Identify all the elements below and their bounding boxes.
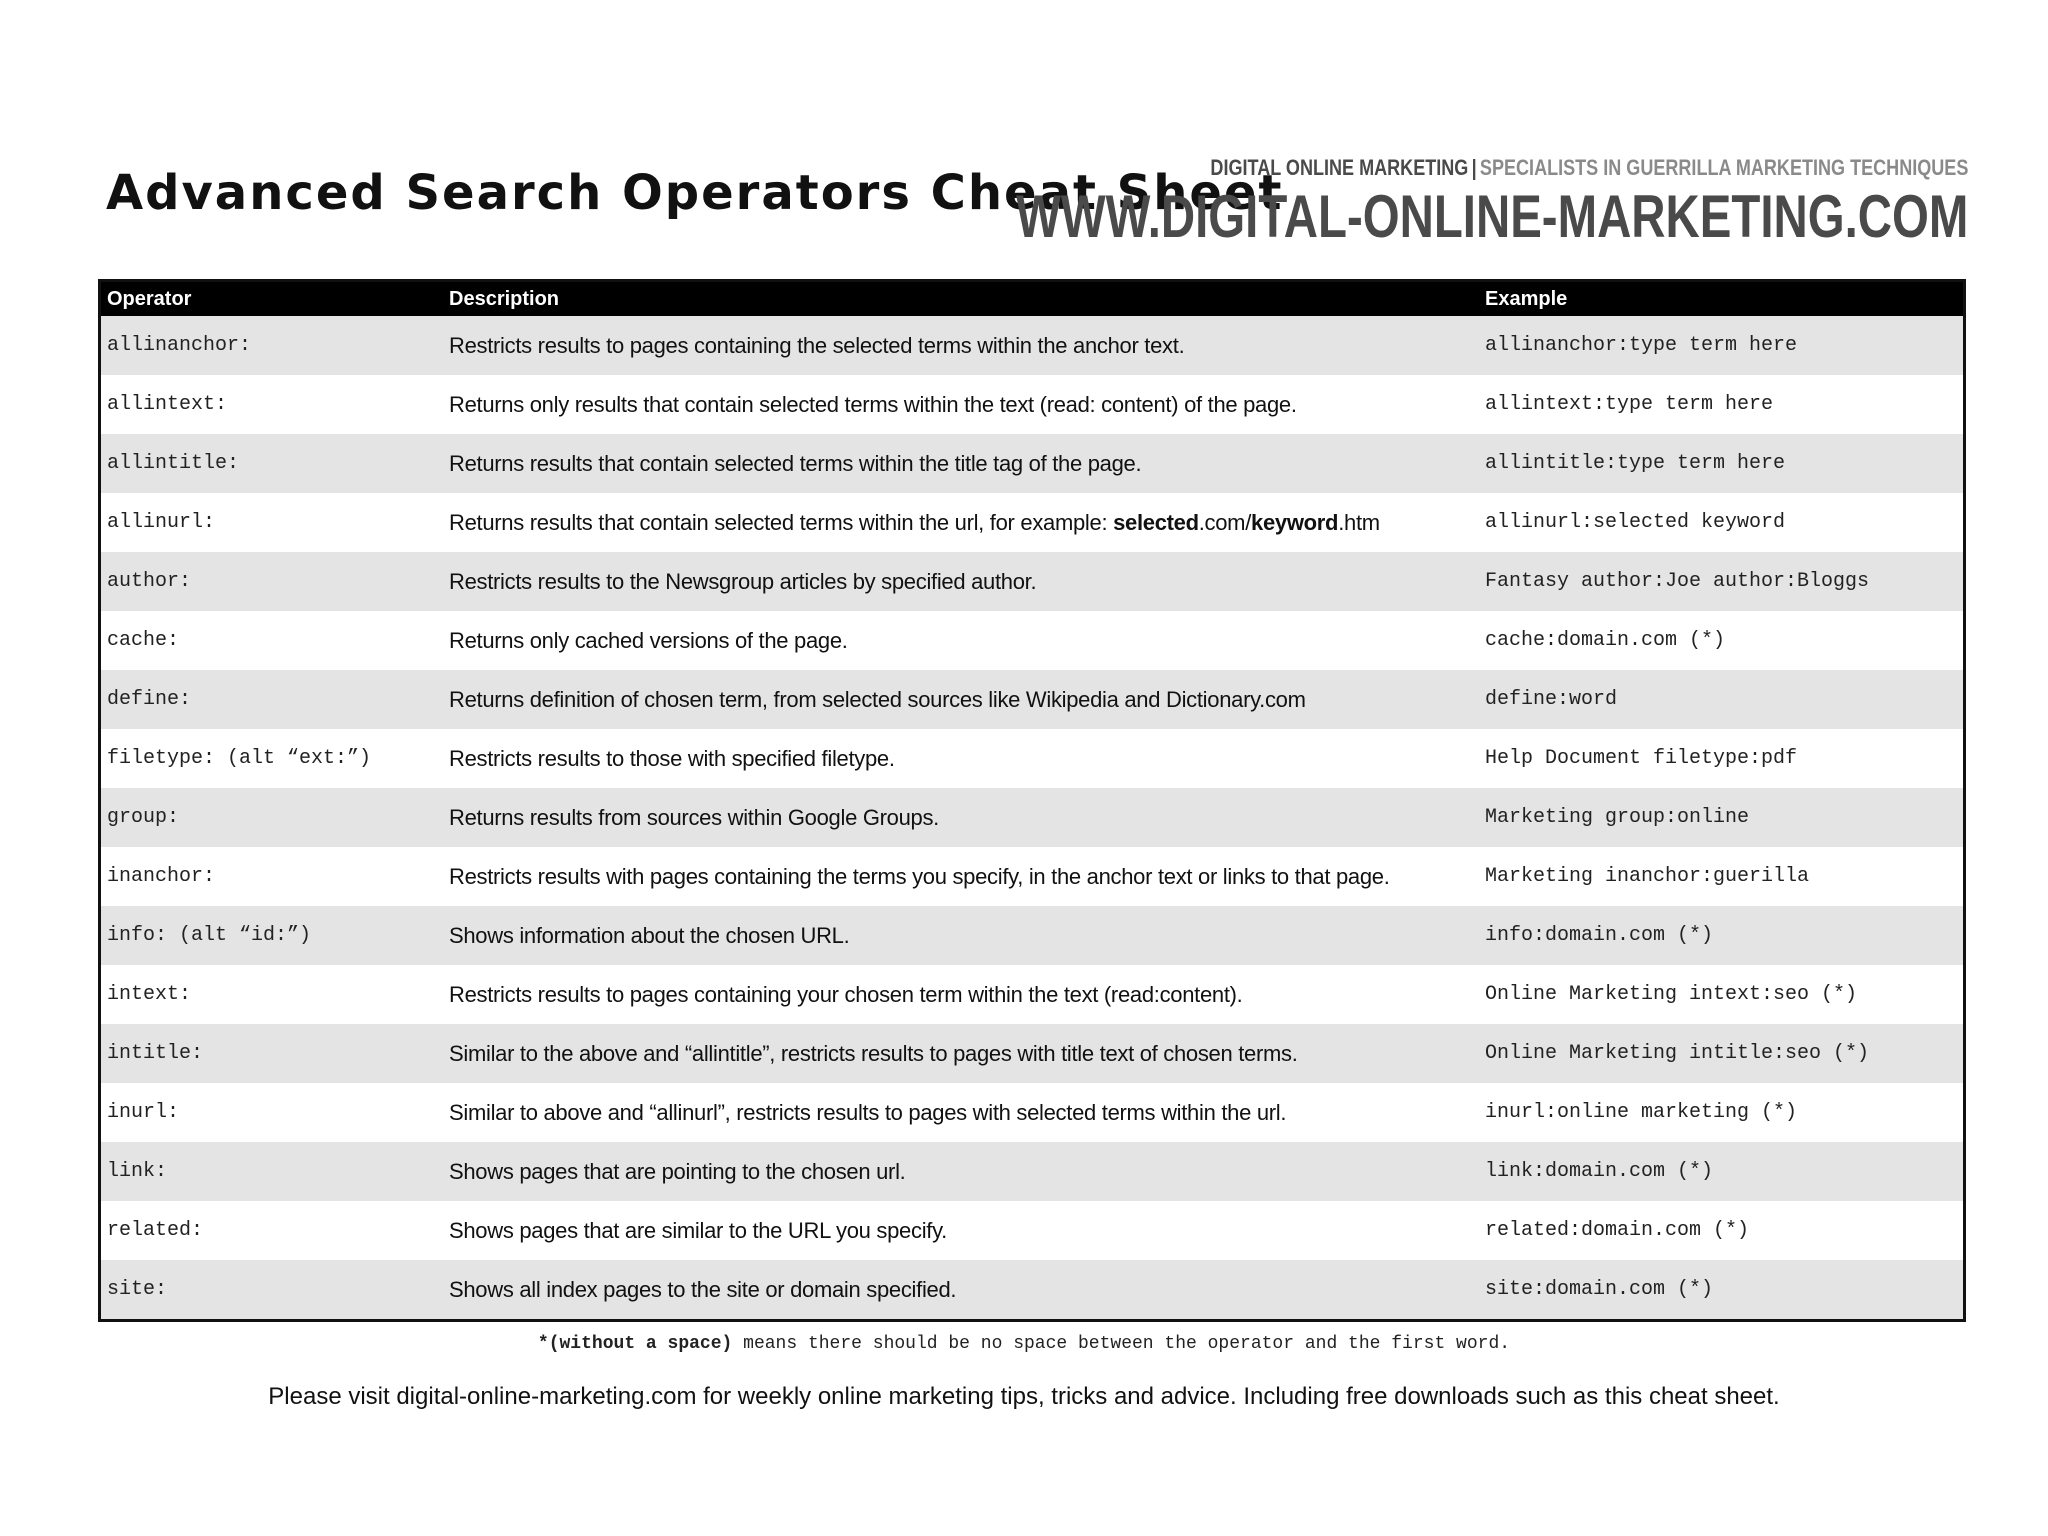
description-fragment-b2: keyword [1251, 509, 1339, 535]
operator-cell: filetype: (alt “ext:”) [101, 729, 443, 788]
operator-cell: inurl: [101, 1083, 443, 1142]
description-cell: Returns results that contain selected terms within the title tag of the page. [443, 434, 1479, 493]
header-example: Example [1479, 282, 1963, 316]
description-cell: Restricts results to pages containing the selected terms within the anchor text. [443, 316, 1479, 375]
table-row [101, 375, 1963, 434]
table-row [101, 611, 1963, 670]
description-cell: Returns results from sources within Google Groups. [443, 788, 1479, 847]
brand-separator: | [1471, 155, 1477, 180]
description-cell: Restricts results to pages containing your chosen term within the text (read:content). [443, 965, 1479, 1024]
table-header [101, 282, 1963, 316]
operator-cell: allintext: [101, 375, 443, 434]
example-cell: Marketing inanchor:guerilla [1479, 847, 1963, 906]
description-cell: Restricts results to those with specified filetype. [443, 729, 1479, 788]
table-body [101, 316, 1963, 1319]
description-cell: Returns only cached versions of the page. [443, 611, 1479, 670]
table-row [101, 316, 1963, 375]
operator-cell: allintitle: [101, 434, 443, 493]
header-operator: Operator [101, 282, 443, 316]
operator-cell: allinanchor: [101, 316, 443, 375]
operator-cell: intitle: [101, 1024, 443, 1083]
page-title: Advanced Search Operators Cheat Sheet [106, 165, 1284, 221]
table-row [101, 1083, 1963, 1142]
example-cell: define:word [1479, 670, 1963, 729]
example-cell: link:domain.com (*) [1479, 1142, 1963, 1201]
description-cell: Shows pages that are similar to the URL you specify. [443, 1201, 1479, 1260]
operator-cell: define: [101, 670, 443, 729]
operators-table [101, 282, 1963, 1319]
footnote-bold: *(without a space) [537, 1334, 733, 1354]
table-row [101, 1024, 1963, 1083]
footnote-text: means there should be no space between the operator and the first word. [732, 1334, 1511, 1354]
brand-name: DIGITAL ONLINE MARKETING [1210, 155, 1468, 180]
example-cell: Help Document filetype:pdf [1479, 729, 1963, 788]
table-row [101, 906, 1963, 965]
description-cell: Shows information about the chosen URL. [443, 906, 1479, 965]
description-cell: Similar to above and “allinurl”, restricts results to pages with selected terms within the url. [443, 1083, 1479, 1142]
table-row [101, 965, 1963, 1024]
description-fragment-pre: Returns results that contain selected terms within the url, for example: [449, 509, 1114, 535]
visit-message: Please visit digital-online-marketing.com for weekly online marketing tips, tricks and advice. Including free downloads such as this cheat sheet. [268, 1383, 1780, 1410]
operator-cell: intext: [101, 965, 443, 1024]
example-cell: info:domain.com (*) [1479, 906, 1963, 965]
footnote [0, 1334, 2048, 1354]
table-header-row [101, 282, 1963, 316]
table-row [101, 434, 1963, 493]
operator-cell: info: (alt “id:”) [101, 906, 443, 965]
description-cell: Returns definition of chosen term, from selected sources like Wikipedia and Dictionary.com [443, 670, 1479, 729]
description-cell: Similar to the above and “allintitle”, restricts results to pages with title text of chosen terms. [443, 1024, 1479, 1083]
operator-cell: allinurl: [101, 493, 443, 552]
example-cell: allinurl:selected keyword [1479, 493, 1963, 552]
example-cell: Online Marketing intext:seo (*) [1479, 965, 1963, 1024]
description-cell: Restricts results to the Newsgroup articles by specified author. [443, 552, 1479, 611]
description-cell: Shows pages that are pointing to the chosen url. [443, 1142, 1479, 1201]
example-cell: allinanchor:type term here [1479, 316, 1963, 375]
brand-tagline: SPECIALISTS IN GUERRILLA MARKETING TECHNIQUES [1479, 155, 1968, 180]
operator-cell: cache: [101, 611, 443, 670]
table-row [101, 788, 1963, 847]
example-cell: related:domain.com (*) [1479, 1201, 1963, 1260]
operator-cell: site: [101, 1260, 443, 1319]
table-row [101, 1142, 1963, 1201]
example-cell: Fantasy author:Joe author:Bloggs [1479, 552, 1963, 611]
table-row [101, 1201, 1963, 1260]
description-cell: Shows all index pages to the site or domain specified. [443, 1260, 1479, 1319]
header-description: Description [443, 282, 1479, 316]
example-cell: allintitle:type term here [1479, 434, 1963, 493]
table-row [101, 552, 1963, 611]
example-cell: inurl:online marketing (*) [1479, 1083, 1963, 1142]
table-row [101, 493, 1963, 552]
example-cell: allintext:type term here [1479, 375, 1963, 434]
brand-logo [763, 155, 1968, 250]
operator-cell: related: [101, 1201, 443, 1260]
example-cell: Online Marketing intitle:seo (*) [1479, 1024, 1963, 1083]
table-row [101, 670, 1963, 729]
description-fragment-mid: .com/ [1198, 509, 1252, 535]
description-cell: Restricts results with pages containing the terms you specify, in the anchor text or links to that page. [443, 847, 1479, 906]
example-cell: Marketing group:online [1479, 788, 1963, 847]
example-cell: cache:domain.com (*) [1479, 611, 1963, 670]
operator-cell: author: [101, 552, 443, 611]
operator-cell: inanchor: [101, 847, 443, 906]
description-cell: Returns only results that contain selected terms within the text (read: content) of the page. [443, 375, 1479, 434]
brand-url: WWW.DIGITAL-ONLINE-MARKETING.COM [1015, 183, 1968, 250]
operator-cell: link: [101, 1142, 443, 1201]
operators-table-frame [98, 279, 1966, 1322]
table-row [101, 729, 1963, 788]
description-fragment-b1: selected [1113, 509, 1199, 535]
description-fragment-post: .htm [1338, 509, 1380, 535]
description-cell [443, 493, 1479, 552]
operator-cell: group: [101, 788, 443, 847]
brand-tagline-line [980, 155, 1968, 181]
example-cell: site:domain.com (*) [1479, 1260, 1963, 1319]
table-row [101, 847, 1963, 906]
table-row [101, 1260, 1963, 1319]
